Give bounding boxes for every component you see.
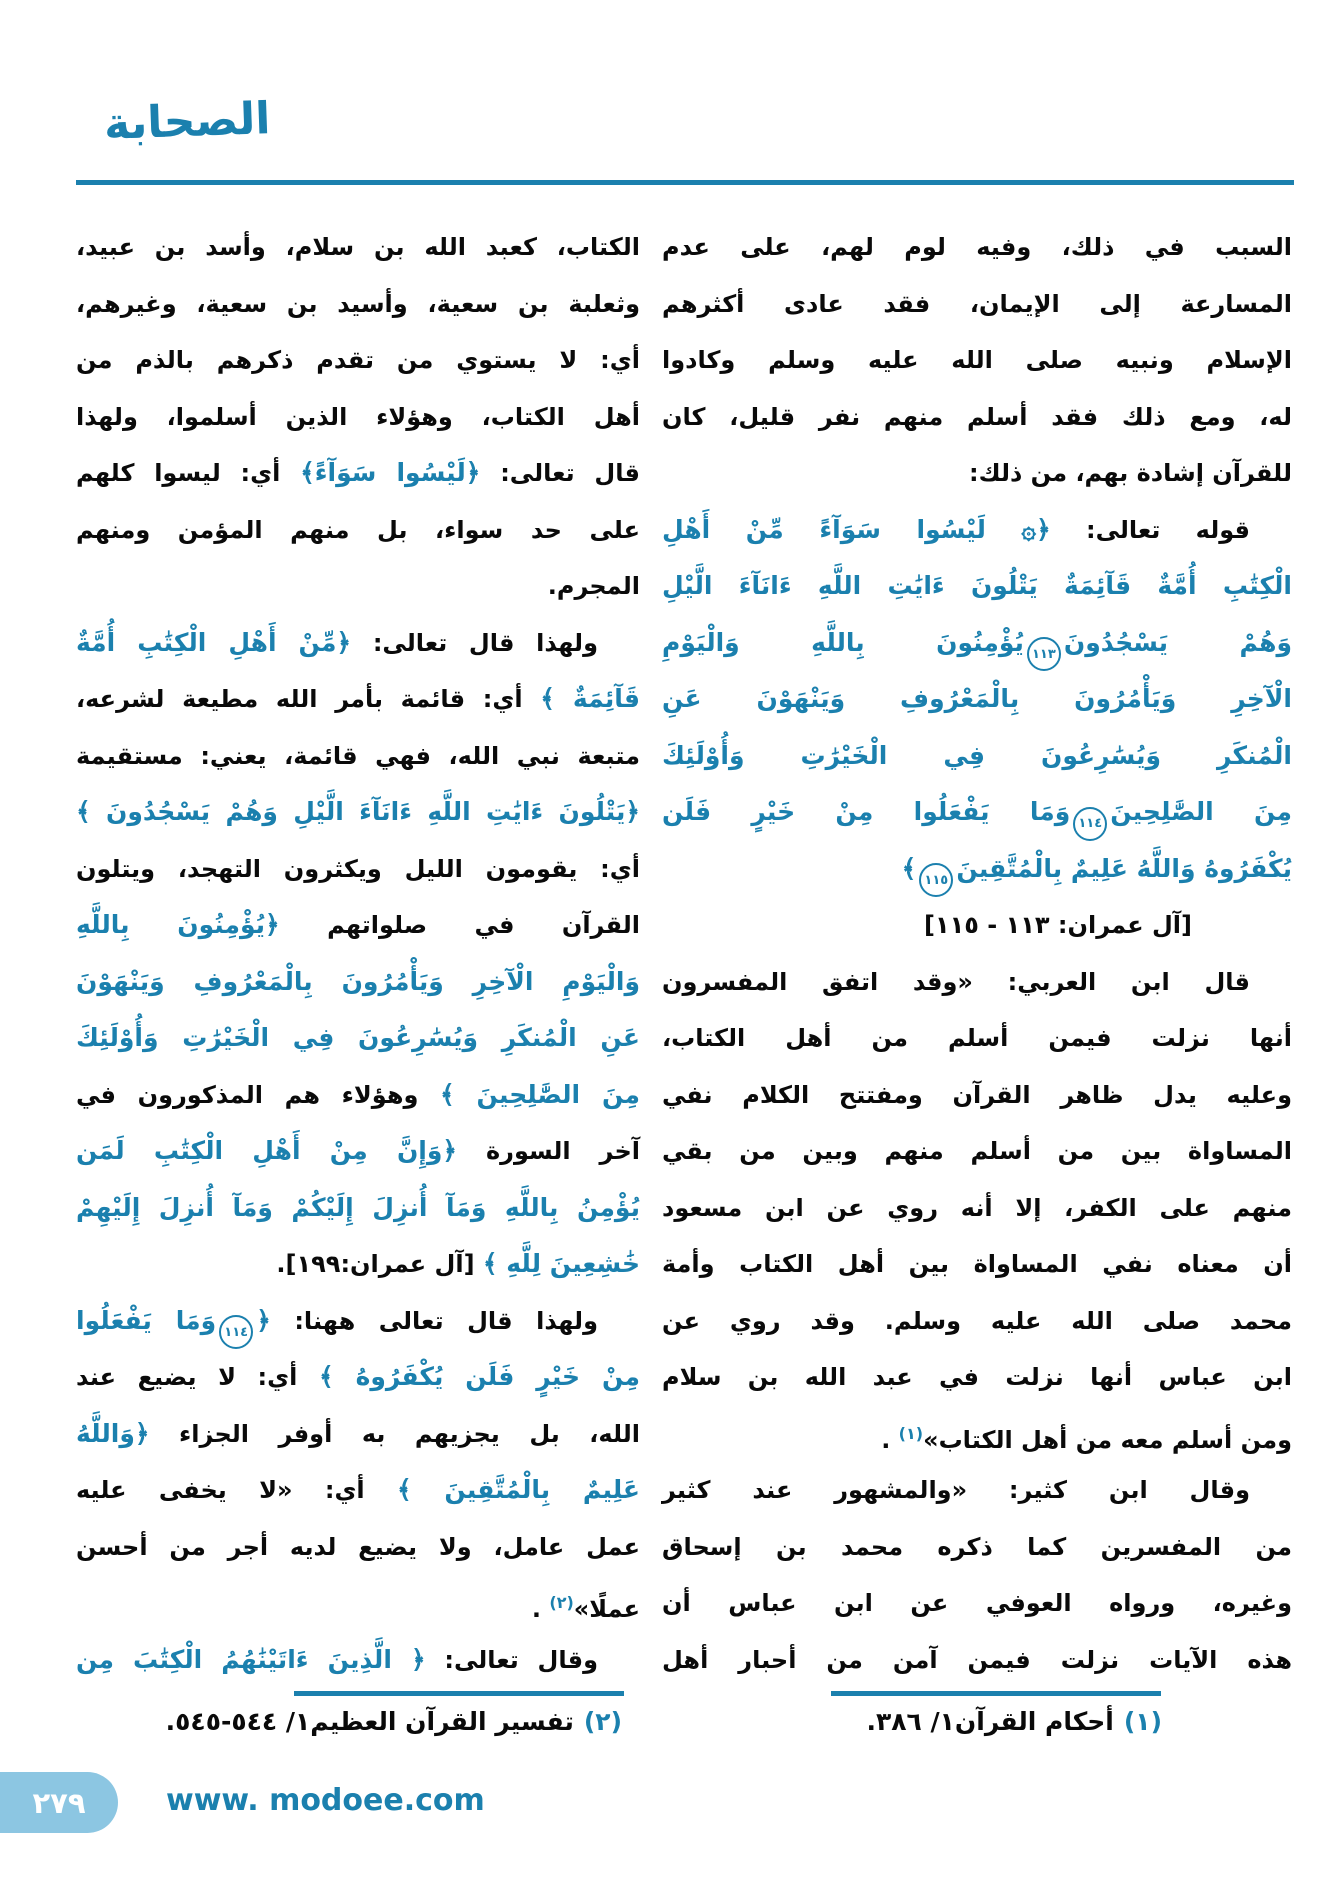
text-line <box>662 445 1292 502</box>
quran-verse-text: وَالْيَوْمِ الْآخِرِ وَيَأْمُرُونَ بِالْمَعْرُوفِ وَيَنْهَوْنَ <box>76 966 640 996</box>
text-line <box>76 1632 640 1689</box>
website-url: www. modoee.com <box>166 1783 485 1818</box>
body-text: قال تعالى: <box>480 459 640 487</box>
quran-verse-text: ﴿۞ لَيْسُوا سَوَآءً مِّنْ أَهْلِ <box>662 514 1051 544</box>
quran-verse-text: عَلِيمٌ بِالْمُتَّقِينَ ﴾ <box>397 1475 640 1504</box>
text-line <box>76 1406 640 1463</box>
text-line <box>76 276 640 333</box>
body-text: أي: لا يستوي من تقدم ذكرهم بالذم من <box>76 346 640 374</box>
text-line <box>76 502 640 559</box>
text-line <box>76 897 640 954</box>
text-line <box>662 389 1292 446</box>
body-text: متبعة نبي الله، فهي قائمة، يعني: مستقيمة <box>76 741 640 770</box>
body-text: منهم على الكفر، إلا أنه روي عن ابن مسعود <box>662 1193 1292 1222</box>
quran-verse-text: الْكِتَٰبِ أُمَّةٌ قَآئِمَةٌ يَتْلُونَ ءَايَٰتِ اللَّهِ ءَانَآءَ الَّيْلِ <box>662 571 1292 600</box>
footnote-ref-marker: (١) <box>898 1423 924 1443</box>
body-text: آخر السورة <box>457 1137 640 1165</box>
text-line <box>76 1010 640 1067</box>
text-line <box>662 841 1292 898</box>
quran-verse-text: وَمَا يَفْعَلُوا مِنْ خَيْرٍ فَلَن <box>662 797 1071 826</box>
body-text: وعليه يدل ظاهر القرآن ومفتتح الكلام نفي <box>662 1080 1292 1109</box>
text-line <box>76 1236 640 1293</box>
text-line <box>76 1293 640 1350</box>
body-text: القرآن في صلواتهم <box>279 911 640 939</box>
footnote-2 <box>76 1702 622 1742</box>
quran-verse-text: قَآئِمَةٌ ﴾ <box>540 684 640 713</box>
text-line <box>662 276 1292 333</box>
text-line <box>662 1575 1292 1632</box>
body-text: أي: لا يضيع عند <box>76 1363 319 1391</box>
text-line <box>662 502 1292 559</box>
quran-verse-text: ﴿وَاللَّهُ <box>76 1418 150 1448</box>
verse-number-badge: ١١٣ <box>1027 637 1061 671</box>
body-text: أي: ليسوا كلهم <box>76 459 301 487</box>
body-text: السبب في ذلك، وفيه لوم لهم، على عدم <box>662 233 1292 261</box>
body-text: أنها نزلت فيمن أسلم من أهل الكتاب، <box>662 1024 1292 1052</box>
quran-verse-text: ﴿ <box>256 1305 271 1335</box>
body-text: قال ابن العربي: «وقد اتفق المفسرون <box>662 967 1250 996</box>
body-text: الله، بل يجزيهم به أوفر الجزاء <box>149 1419 640 1448</box>
text-line <box>76 1462 640 1519</box>
quran-verse-text: مِنَ الصَّٰلِحِينَ ﴾ <box>439 1079 640 1109</box>
body-text: المسارعة إلى الإيمان، فقد عادى أكثرهم <box>662 289 1292 318</box>
text-line <box>76 841 640 898</box>
text-line <box>662 1180 1292 1237</box>
section-logo-calligraphy: الصحابة <box>103 93 272 150</box>
text-line <box>76 332 640 389</box>
footnote-2-marker: (٢) <box>583 1707 622 1736</box>
body-text: ولهذا قال تعالى: <box>351 628 598 657</box>
body-text: . <box>531 1595 550 1623</box>
quran-verse-text: يُؤْمِنُ بِاللَّهِ وَمَآ أُنزِلَ إِلَيْكُمْ وَمَآ أُنزِلَ إِلَيْهِمْ <box>76 1192 640 1222</box>
text-line <box>76 671 640 728</box>
quran-verse-text: الْآخِرِ وَيَأْمُرُونَ بِالْمَعْرُوفِ وَيَنْهَوْنَ عَنِ <box>662 684 1292 713</box>
quran-verse-text: وَهُمْ يَسْجُدُونَ <box>1063 627 1292 657</box>
text-line <box>76 954 640 1011</box>
text-line <box>76 615 640 672</box>
body-text: قوله تعالى: <box>1050 515 1250 544</box>
text-line <box>662 897 1292 954</box>
text-line <box>76 1575 640 1632</box>
body-text: [آل عمران:١٩٩]. <box>276 1250 483 1278</box>
text-line <box>662 219 1292 276</box>
quran-verse-text: وَمَا يَفْعَلُوا <box>76 1305 217 1335</box>
text-line <box>662 1067 1292 1124</box>
body-text: أي: قائمة بأمر الله مطيعة لشرعه، <box>76 685 541 713</box>
text-line <box>662 1349 1292 1406</box>
text-line <box>662 1123 1292 1180</box>
body-text: الكتاب، كعبد الله بن سلام، وأسد بن عبيد، <box>76 233 640 261</box>
quran-verse-text: ﴿لَيْسُوا سَوَآءً﴾ <box>300 458 481 487</box>
verse-number-badge: ١١٤ <box>219 1315 253 1349</box>
text-column-right <box>662 219 1292 1688</box>
page-number-badge <box>0 1772 118 1833</box>
quran-verse-text: ﴾ <box>901 853 917 883</box>
verse-number-badge: ١١٥ <box>919 863 953 897</box>
body-text: محمد صلى الله عليه وسلم. وقد روي عن <box>662 1306 1292 1335</box>
body-text: أي: يقومون الليل ويكثرون التهجد، ويتلون <box>76 854 640 883</box>
text-line <box>662 558 1292 615</box>
body-text: وقال تعالى: <box>425 1645 598 1674</box>
text-line <box>76 1123 640 1180</box>
text-line <box>662 671 1292 728</box>
body-text: وثعلبة بن سعية، وأسيد بن سعية، وغيرهم، <box>76 289 640 318</box>
page-number: ٢٧٩ <box>32 1785 86 1820</box>
text-line <box>662 1462 1292 1519</box>
body-text: المجرم. <box>547 572 640 600</box>
body-text: أن معناه نفي المساواة بين أهل الكتاب وأمة <box>662 1250 1292 1278</box>
footnote-ref-marker: (٢) <box>549 1593 574 1612</box>
body-text: من المفسرين كما ذكره محمد بن إسحاق <box>662 1532 1292 1561</box>
text-line <box>662 615 1292 672</box>
footnote-1-marker: (١) <box>1123 1707 1162 1736</box>
body-text: الإسلام ونبيه صلى الله عليه وسلم وكادوا <box>662 346 1292 374</box>
body-text: أي: «لا يخفى عليه <box>76 1476 398 1504</box>
quran-verse-text: مِنَ الصَّٰلِحِينَ <box>1110 797 1292 826</box>
quran-verse-text: خَٰشِعِينَ لِلَّهِ ﴾ <box>482 1249 640 1278</box>
text-line <box>76 219 640 276</box>
body-text: وهؤلاء هم المذكورون في <box>76 1080 440 1109</box>
text-line <box>662 784 1292 841</box>
body-text: عملًا» <box>573 1595 640 1623</box>
quran-verse-text: ﴿يَتْلُونَ ءَايَٰتِ اللَّهِ ءَانَآءَ الَّيْلِ وَهُمْ يَسْجُدُونَ ﴾ <box>76 797 640 826</box>
footnote-separator-right <box>831 1691 1161 1696</box>
text-line <box>76 728 640 785</box>
body-text: على حد سواء، بل منهم المؤمن ومنهم <box>76 515 640 544</box>
body-text: له، ومع ذلك فقد أسلم منهم نفر قليل، كان <box>662 402 1292 431</box>
text-line <box>662 954 1292 1011</box>
text-line <box>76 1067 640 1124</box>
quran-verse-text: ﴿يُؤْمِنُونَ بِاللَّهِ <box>76 910 280 939</box>
text-column-left <box>76 219 640 1688</box>
quran-verse-text: ﴿وَإِنَّ مِنْ أَهْلِ الْكِتَٰبِ لَمَن <box>76 1136 458 1165</box>
footnote-1-text: أحكام القرآن١/ ٣٨٦. <box>866 1707 1114 1736</box>
header-rule <box>76 180 1294 185</box>
footnote-1 <box>662 1702 1162 1742</box>
text-line <box>662 1406 1292 1463</box>
text-line <box>662 728 1292 785</box>
quran-verse-text: الْمُنكَرِ وَيُسَٰرِعُونَ فِي الْخَيْرَٰتِ وَأُوْلَئِكَ <box>662 740 1292 770</box>
body-text: للقرآن إشادة بهم، من ذلك: <box>969 459 1292 487</box>
text-line <box>76 558 640 615</box>
text-line <box>662 1236 1292 1293</box>
text-line <box>662 1010 1292 1067</box>
text-line <box>76 784 640 841</box>
quran-verse-text: عَنِ الْمُنكَرِ وَيُسَٰرِعُونَ فِي الْخَيْرَٰتِ وَأُوْلَئِكَ <box>76 1023 640 1052</box>
text-line <box>76 1519 640 1576</box>
quran-verse-text: يُؤْمِنُونَ بِاللَّهِ وَالْيَوْمِ <box>662 627 1024 657</box>
body-text: . <box>881 1425 899 1454</box>
body-text: [آل عمران: ١١٣ - ١١٥] <box>924 911 1192 939</box>
footnote-separator-left <box>294 1691 624 1696</box>
quran-verse-text: يُكْفَرُوهُ وَاللَّهُ عَلِيمٌ بِالْمُتَّقِينَ <box>956 853 1292 883</box>
body-text: عمل عامل، ولا يضيع لديه أجر من أحسن <box>76 1532 640 1561</box>
text-line <box>76 445 640 502</box>
quran-verse-text: مِنْ خَيْرٍ فَلَن يُكْفَرُوهُ ﴾ <box>318 1362 640 1391</box>
quran-verse-text: ﴿مِّنْ أَهْلِ الْكِتَٰبِ أُمَّةٌ <box>76 627 352 657</box>
text-line <box>76 1349 640 1406</box>
body-text: هذه الآيات نزلت فيمن آمن من أحبار أهل <box>662 1645 1292 1674</box>
footnote-2-text: تفسير القرآن العظيم١/ ٥٤٤-٥٤٥. <box>165 1707 574 1736</box>
body-text: أهل الكتاب، وهؤلاء الذين أسلموا، ولهذا <box>76 402 640 431</box>
text-line <box>662 1293 1292 1350</box>
text-line <box>662 1519 1292 1576</box>
verse-number-badge: ١١٤ <box>1073 807 1107 841</box>
body-text: ومن أسلم معه من أهل الكتاب» <box>923 1425 1292 1454</box>
text-line <box>662 332 1292 389</box>
text-line <box>76 1180 640 1237</box>
body-text: وغيره، ورواه العوفي عن ابن عباس أن <box>662 1589 1292 1617</box>
quran-verse-text: ﴿ الَّذِينَ ءَاتَيْنَٰهُمُ الْكِتَٰبَ مِن <box>76 1644 426 1674</box>
body-text: ولهذا قال تعالى ههنا: <box>270 1306 598 1335</box>
text-line <box>662 1632 1292 1689</box>
body-text: المساواة بين من أسلم منهم وبين من بقي <box>662 1137 1292 1165</box>
body-text: ابن عباس أنها نزلت في عبد الله بن سلام <box>662 1363 1292 1391</box>
text-line <box>76 389 640 446</box>
body-text: وقال ابن كثير: «والمشهور عند كثير <box>662 1476 1250 1504</box>
